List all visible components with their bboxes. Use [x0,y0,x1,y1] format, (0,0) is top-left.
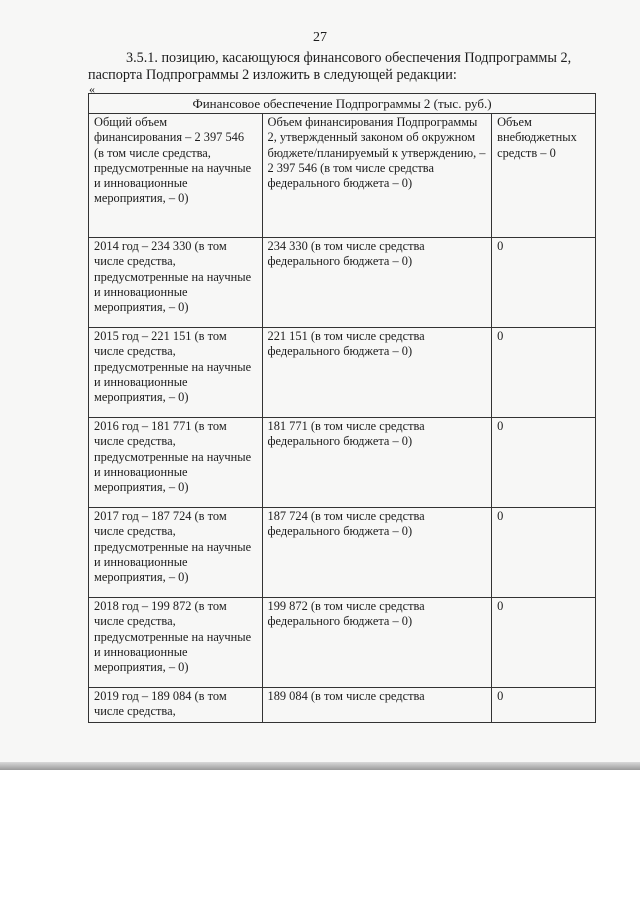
table-row [89,418,596,508]
row-law-cell: 199 872 (в том числе средства федерального бюджета – 0) [262,598,492,688]
row-total-cell: 2019 год – 189 084 (в том числе средства, [89,688,263,722]
row-extra-cell: 0 [492,688,596,722]
intro-paragraph [88,50,613,84]
row-extra-cell: 0 [492,238,596,328]
table-row [89,328,596,418]
row-law-cell: 189 084 (в том числе средства [262,688,492,722]
header-total-cell: Общий объем финансирования – 2 397 546 (в том числе средства, предусмотренные на научные и инновационные мероприятия, – 0) [89,114,263,238]
header-law-cell: Объем финансирования Подпрограммы 2, утвержденный законом об окружном бюджете/планируемый к утверждению, – 2 397 546 (в том числе средства федерального бюджета – 0) [262,114,492,238]
table-row [89,688,596,722]
intro-line-1: 3.5.1. позицию, касающуюся финансового обеспечения Подпрограммы 2, [126,50,572,66]
opening-quote-mark: « [89,82,95,96]
row-law-cell: 187 724 (в том числе средства федерального бюджета – 0) [262,508,492,598]
table-row [89,508,596,598]
row-law-cell: 221 151 (в том числе средства федерального бюджета – 0) [262,328,492,418]
row-extra-cell: 0 [492,508,596,598]
row-total-cell: 2017 год – 187 724 (в том числе средства, предусмотренные на научные и инновационные мероприятия, – 0) [89,508,263,598]
table-header-row [89,114,596,238]
row-total-cell: 2014 год – 234 330 (в том числе средства, предусмотренные на научные и инновационные мероприятия, – 0) [89,238,263,328]
row-law-cell: 234 330 (в том числе средства федерального бюджета – 0) [262,238,492,328]
row-total-cell: 2015 год – 221 151 (в том числе средства, предусмотренные на научные и инновационные мероприятия, – 0) [89,328,263,418]
row-law-cell: 181 771 (в том числе средства федерального бюджета – 0) [262,418,492,508]
scan-page-edge [0,762,640,770]
table-row [89,238,596,328]
row-extra-cell: 0 [492,328,596,418]
table-row [89,598,596,688]
table-title: Финансовое обеспечение Подпрограммы 2 (тыс. руб.) [89,94,596,114]
row-extra-cell: 0 [492,418,596,508]
page-number: 27 [313,30,327,45]
row-total-cell: 2016 год – 181 771 (в том числе средства, предусмотренные на научные и инновационные мероприятия, – 0) [89,418,263,508]
header-extra-cell: Объем внебюджетных средств – 0 [492,114,596,238]
row-total-cell: 2018 год – 199 872 (в том числе средства, предусмотренные на научные и инновационные мероприятия, – 0) [89,598,263,688]
financing-table [88,93,596,723]
intro-line-2: паспорта Подпрограммы 2 изложить в следующей редакции: [88,67,457,83]
row-extra-cell: 0 [492,598,596,688]
